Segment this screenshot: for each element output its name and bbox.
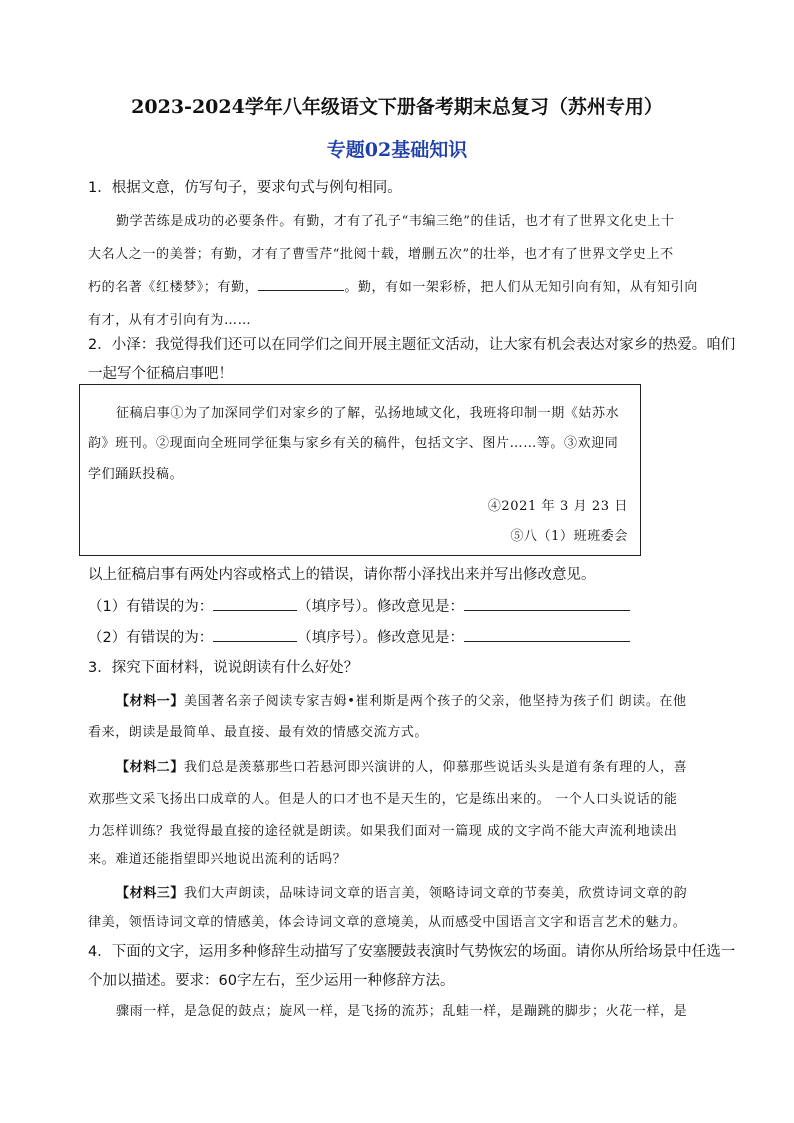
notice-date: ④2021 年 3 月 23 日 (487, 499, 628, 514)
material-1-tag: 【材料一】 (116, 694, 185, 709)
question-2-stem: 一起写个征稿启事吧！ (88, 366, 233, 382)
question-2-stem: 2．小泽：我觉得我们还可以在同学们之间开展主题征文活动，让大家有机会表达对家乡的热爱。咱们 (88, 337, 736, 353)
notice-line: 征稿启事①为了加深同学们对家乡的了解，弘扬地域文化，我班将印制一期《姑苏水 (116, 406, 620, 421)
question-1-passage-line: 有才，从有才引向有为…… (88, 313, 252, 328)
material-2-line: 力怎样训练？我觉得最直接的途径就是朗读。如果我们面对一篇现 成的文字尚不能大声流利地读出 (88, 824, 678, 839)
material-2-line: 欢那些文采飞扬出口成章的人。但是人的口才也不是天生的，它是练出来的。 一个人口头说话的能 (88, 792, 678, 807)
question-2-answer-line (88, 626, 718, 647)
notice-box (79, 384, 641, 556)
material-text: 我们总是羡慕那些口若悬河即兴演讲的人，仰慕那些说话头头是道有条有理的人，喜 (184, 760, 688, 775)
question-4-stem: 4．下面的文字，运用多种修辞生动描写了安塞腰鼓表演时气势恢宏的场面。请你从所给场景中任选一 (88, 944, 736, 960)
question-1-passage-line: 大名人之一的美誉；有勤，才有了曹雪芹“批阅十载，增删五次”的壮举，也才有了世界文学史上不 (88, 247, 674, 262)
question-1-passage-line (88, 276, 718, 295)
material-text: 美国著名亲子阅读专家吉姆•崔利斯是两个孩子的父亲，他坚持为孩子们 朗读。在他 (184, 694, 687, 709)
material-2-tag: 【材料二】 (116, 760, 185, 775)
material-2-line (116, 756, 746, 775)
answer-prefix: （1）有错误的为： (88, 599, 214, 615)
notice-signer: ⑤八（1）班班委会 (510, 529, 628, 544)
question-1-stem: 1．根据文意，仿写句子，要求句式与例句相同。 (88, 180, 402, 196)
document-title: 2023-2024学年八年级语文下册备考期末总复习（苏州专用） (131, 96, 663, 118)
question-4-passage-line: 骤雨一样，是急促的鼓点；旋风一样，是飞扬的流苏；乱蛙一样，是蹦跳的脚步；火花一样，是 (116, 1004, 688, 1019)
material-2-line: 来。难道还能指望即兴地说出流利的话吗？ (88, 852, 347, 867)
document-subtitle: 专题02基础知识 (326, 139, 468, 161)
question-1-passage-line: 勤学苦练是成功的必要条件。有勤，才有了孔子“韦编三绝”的佳话，也才有了世界文化史上十 (116, 214, 675, 229)
question-2-answer-line (88, 595, 718, 616)
answer-blank[interactable] (464, 629, 630, 642)
material-1-line (116, 690, 746, 709)
material-text: 我们大声朗读，品味诗词文章的语言美，领略诗词文章的节奏美，欣赏诗词文章的韵 (184, 886, 688, 901)
answer-mid: （填序号）。修改意见是： (297, 630, 464, 646)
answer-mid: （填序号）。修改意见是： (297, 599, 464, 615)
answer-blank[interactable] (464, 598, 630, 611)
question-1-passage-text: 。勤，有如一架彩桥，把人们从无知引向有知，从有知引向 (344, 280, 698, 295)
material-1-line: 看来，朗读是最简单、最直接、最有效的情感交流方式。 (88, 725, 429, 740)
question-4-stem: 个加以描述。要求：60字左右，至少运用一种修辞方法。 (88, 973, 455, 989)
question-2-instruction: 以上征稿启事有两处内容或格式上的错误，请你帮小泽找出来并写出修改意见。 (88, 567, 596, 583)
answer-blank[interactable] (213, 629, 297, 642)
material-3-line (116, 882, 746, 901)
answer-blank[interactable] (258, 278, 344, 291)
question-3-stem: 3．探究下面材料，说说朗读有什么好处？ (88, 660, 359, 676)
notice-line: 韵》班刊。②现面向全班同学征集与家乡有关的稿件，包括文字、图片……等。③欢迎同 (88, 436, 619, 451)
material-3-tag: 【材料三】 (116, 886, 185, 901)
material-3-line: 律美，领悟诗词文章的情感美，体会诗词文章的意境美，从而感受中国语言文字和语言艺术的魅力。 (88, 915, 687, 930)
answer-blank[interactable] (213, 598, 297, 611)
question-1-passage-text: 朽的名著《红楼梦》；有勤， (88, 280, 259, 295)
notice-line: 学们踊跃投稿。 (88, 467, 184, 482)
answer-prefix: （2）有错误的为： (88, 630, 214, 646)
